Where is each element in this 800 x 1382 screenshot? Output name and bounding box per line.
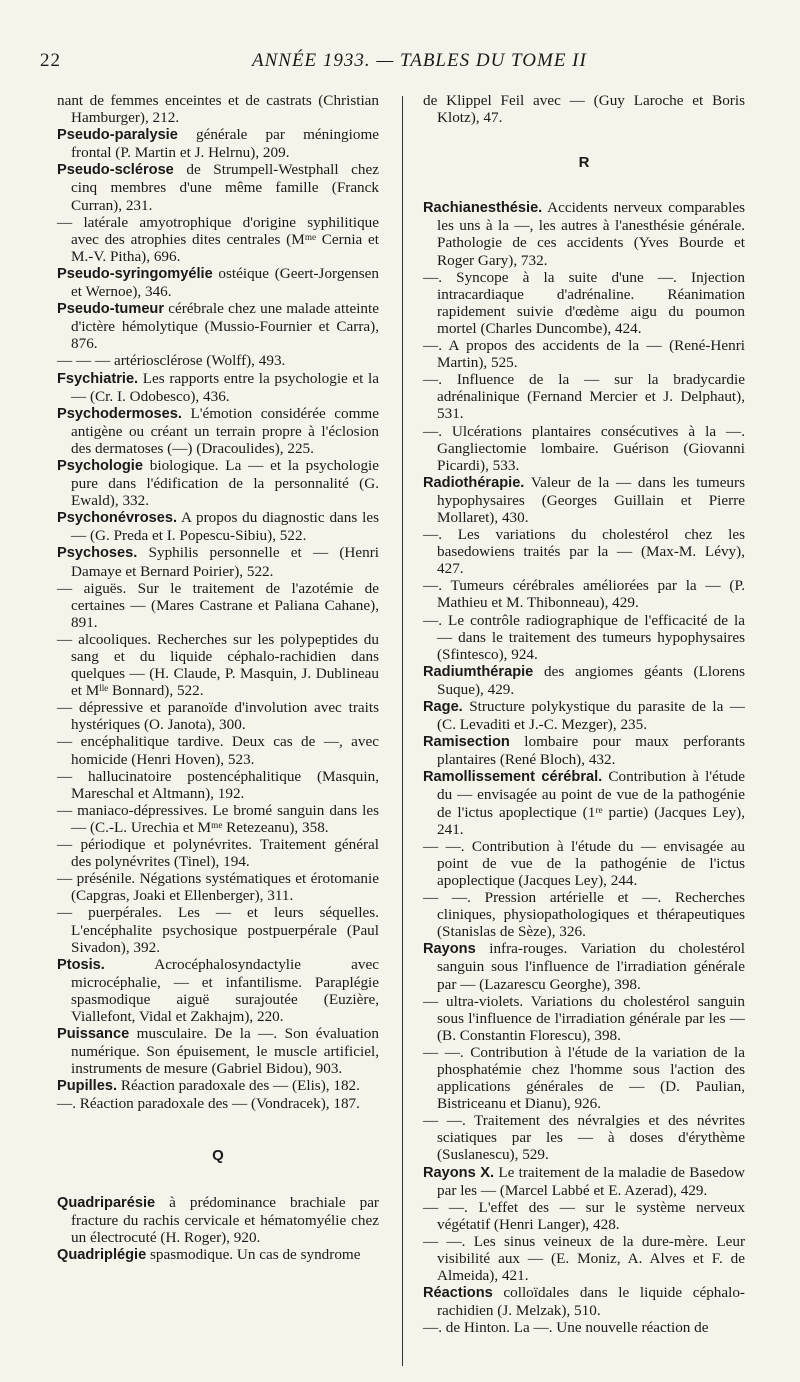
entry-text: — présénile. Négations systématiques et érotomanie (Capgras, Joaki et Ellenberger), 311. bbox=[57, 870, 379, 905]
index-entry bbox=[57, 956, 379, 1025]
section-letter-q: Q bbox=[212, 1146, 224, 1164]
entry-text: —. Réaction paradoxale des — (Vondracek), 187. bbox=[57, 1095, 360, 1113]
entry-text: des angiomes géants (Llorens Suque), 429. bbox=[437, 662, 745, 698]
index-entry bbox=[423, 1164, 745, 1199]
entry-headword: Quadriplégie bbox=[57, 1246, 147, 1263]
index-entry bbox=[423, 940, 745, 992]
section-letter-r: R bbox=[578, 154, 590, 172]
entry-text: —. Tumeurs cérébrales améliorées par la — (P. Mathieu et M. Thibonneau), 429. bbox=[423, 577, 745, 612]
entry-headword: Rachianesthésie. bbox=[423, 200, 543, 217]
index-entry bbox=[423, 1284, 745, 1319]
entry-text: de Strumpell-Westphall chez cinq membres d'une même famille (Franck Curran), 231. bbox=[71, 161, 379, 214]
index-entry bbox=[57, 870, 379, 904]
index-entry bbox=[423, 423, 745, 474]
index-entry bbox=[423, 371, 745, 422]
entry-text: — —. L'effet des — sur le système nerveux végétatif (Henri Langer), 428. bbox=[423, 1198, 745, 1233]
index-entry bbox=[57, 1077, 379, 1095]
entry-text: —. Syncope à la suite d'une —. Injection intracardiaque d'adrénaline. Réanimation rapidement suivie d'œdème aigu du poumon mortel (Charles Duncombe), 424. bbox=[423, 268, 745, 337]
entry-text: —. de Hinton. La —. Une nouvelle réaction de bbox=[423, 1319, 709, 1337]
entry-text: — alcooliques. Recherches sur les polypeptides du sang et du liquide céphalo-rachidien dans quelques — (H. Claude, P. Masquin, J. Dublineau et Mˡˡᵉ Bonnard), 522. bbox=[57, 630, 379, 700]
entry-text: Les rapports entre la psychologie et la — (Cr. I. Odobesco), 436. bbox=[71, 369, 379, 405]
running-title: ANNÉE 1933. — TABLES DU TOME II bbox=[252, 50, 587, 71]
entry-text: — —. Les sinus veineux de la dure-mère. Leur visibilité aux — (E. Moniz, A. Alves et F. de Almeida), 421. bbox=[423, 1232, 745, 1285]
entry-text: — —. Contribution à l'étude du — envisagée au point de vue de la pathogénie de l'ictus apoplectique (Jacques Ley), 244. bbox=[423, 837, 745, 889]
entry-text: Réaction paradoxale des — (Elis), 182. bbox=[117, 1077, 360, 1095]
right-column bbox=[423, 92, 745, 1336]
entry-text: Contribution à l'étude du — envisagée au point de vue de la pathogénie de l'ictus apoplectique (1ʳᵉ partie) (Jacques Ley), 241. bbox=[437, 768, 745, 838]
entry-text: — ultra-violets. Variations du cholestérol sanguin sous l'influence de l'irradiation générale par les — (B. Constantin Florescu), 398. bbox=[423, 992, 745, 1044]
entry-headword: Psychonévroses. bbox=[57, 510, 178, 527]
index-entry bbox=[57, 214, 379, 265]
entry-headword: Psychoses. bbox=[57, 545, 138, 562]
entry-text: — puerpérales. Les — et leurs séquelles. L'encéphalite psychosique postpuerpérale (Paul Sivadon), 392. bbox=[57, 904, 379, 956]
entry-text: Acrocéphalosyndactylie avec microcéphalie, — et infantilisme. Paraplégie spasmodique aiguë surajoutée (Euzière, Viallefont, Vidal et Zakhajm), 220. bbox=[71, 955, 379, 1025]
index-entry bbox=[423, 838, 745, 889]
index-entry bbox=[57, 836, 379, 870]
entry-headword: Radiumthérapie bbox=[423, 663, 534, 680]
index-entry bbox=[423, 1112, 745, 1163]
entry-text: L'émotion considérée comme antigène ou créant un terrain propre à l'éclosion des dermatoses (—) (Dracoulides), 225. bbox=[71, 404, 379, 457]
entry-headword: Rayons X. bbox=[423, 1164, 495, 1181]
index-entry bbox=[57, 352, 379, 369]
entry-text: —. Les variations du cholestérol chez les basedowiens traités par la — (Max-M. Lévy), 427. bbox=[423, 526, 745, 578]
index-entry bbox=[423, 92, 745, 126]
entry-text: —. Ulcérations plantaires consécutives à la —. Gangliectomie lombaire. Guérison (Giovanni Picardi), 533. bbox=[423, 422, 745, 474]
entry-text: biologique. La — et la psychologie pure dans l'édification de la personnalité (G. Ewald), 332. bbox=[71, 456, 379, 510]
entry-text: à prédominance brachiale par fracture du rachis cervicale et hématomyélie chez un électrocuté (H. Roger), 920. bbox=[71, 1193, 379, 1246]
entry-text: musculaire. De la —. Son évaluation numérique. Son épuisement, le muscle artificiel, instruments de mesure (Gabriel Bidou), 903. bbox=[71, 1025, 379, 1078]
column-divider bbox=[402, 96, 403, 1366]
entry-text: ostéique (Geert-Jorgensen et Wernoe), 346. bbox=[71, 264, 379, 301]
entry-text: Le traitement de la maladie de Basedow par les — (Marcel Labbé et E. Azerad), 429. bbox=[437, 1163, 745, 1199]
index-entry bbox=[57, 405, 379, 457]
entry-text: —. A propos des accidents de la — (René-Henri Martin), 525. bbox=[423, 337, 745, 372]
entry-headword: Puissance bbox=[57, 1026, 130, 1043]
page-number: 22 bbox=[40, 50, 61, 71]
entry-headword: Pseudo-paralysie bbox=[57, 127, 178, 144]
index-entry bbox=[423, 1044, 745, 1112]
entry-headword: Pseudo-syringomyélie bbox=[57, 265, 213, 282]
index-entry bbox=[57, 265, 379, 300]
index-entry bbox=[423, 199, 745, 268]
index-entry bbox=[423, 733, 745, 768]
entry-text: Valeur de la — dans les tumeurs hypophysaires (Georges Guillain et Pierre Mollaret), 430. bbox=[437, 473, 745, 526]
entry-headword: Psychologie bbox=[57, 457, 143, 474]
entry-text: lombaire pour maux perforants plantaires (René Bloch), 432. bbox=[437, 733, 745, 769]
index-entry bbox=[57, 1246, 379, 1264]
index-entry bbox=[423, 269, 745, 337]
entry-headword: Fsychiatrie. bbox=[57, 370, 139, 387]
entry-headword: Rayons bbox=[423, 941, 476, 958]
index-entry bbox=[57, 509, 379, 544]
index-entry bbox=[57, 631, 379, 699]
entry-text: — — — artériosclérose (Wolff), 493. bbox=[57, 352, 286, 370]
entry-headword: Psychodermoses. bbox=[57, 405, 182, 422]
entry-text: — aiguës. Sur le traitement de l'azotémie de certaines — (Mares Castrane et Paliana Cahane), 891. bbox=[57, 579, 379, 631]
entry-text: — —. Traitement des névralgies et des névrites sciatiques par les — à doses d'érythème (Suslanescu), 529. bbox=[423, 1112, 745, 1164]
entry-text: — dépressive et paranoïde d'involution avec traits hystériques (O. Janota), 300. bbox=[57, 699, 379, 734]
entry-text: — —. Contribution à l'étude de la variation de la phosphatémie chez l'homme sous l'action des applications générales de — (D. Paulian, Bistriceanu et Dianu), 926. bbox=[423, 1043, 745, 1113]
entry-text: cérébrale chez une malade atteinte d'ictère hémolytique (Mussio-Fournier et Carra), 876. bbox=[71, 300, 379, 353]
index-entry bbox=[57, 126, 379, 161]
entry-text: colloïdales dans le liquide céphalo-rachidien (J. Melzak), 510. bbox=[437, 1284, 745, 1320]
index-entry bbox=[57, 802, 379, 836]
index-entry bbox=[423, 889, 745, 940]
index-entry bbox=[57, 370, 379, 405]
index-entry bbox=[423, 1319, 745, 1336]
index-entry bbox=[57, 161, 379, 213]
entry-text: —. Le contrôle radiographique de l'efficacité de la — dans le traitement des tumeurs hypophysaires (Sfintesco), 924. bbox=[423, 611, 745, 663]
index-entry bbox=[57, 1025, 379, 1077]
entry-headword: Rage. bbox=[423, 699, 463, 715]
index-entry bbox=[57, 733, 379, 767]
entry-headword: Pseudo-sclérose bbox=[57, 162, 174, 179]
entry-text: — périodique et polynévrites. Traitement général des polynévrites (Tinel), 194. bbox=[57, 836, 379, 871]
index-entry bbox=[57, 1194, 379, 1246]
index-entry bbox=[423, 337, 745, 371]
index-entry bbox=[423, 474, 745, 526]
index-entry bbox=[423, 768, 745, 837]
index-entry bbox=[423, 577, 745, 611]
index-entry bbox=[423, 526, 745, 577]
entry-headword: Radiothérapie. bbox=[423, 474, 525, 491]
index-entry bbox=[423, 1199, 745, 1233]
entry-text: — maniaco-dépressives. Le bromé sanguin dans les — (C.-L. Urechia et Mᵐᵉ Retezeanu), 358. bbox=[57, 801, 379, 836]
index-entry bbox=[423, 612, 745, 663]
entry-text: Structure polykystique du parasite de la — (C. Levaditi et J.-C. Mezger), 235. bbox=[437, 698, 745, 734]
entry-text: — encéphalitique tardive. Deux cas de —, avec homicide (Henri Hoven), 523. bbox=[57, 733, 379, 768]
entry-text: A propos du diagnostic dans les — (G. Preda et I. Popescu-Sibiu), 522. bbox=[71, 509, 379, 545]
index-entry bbox=[57, 300, 379, 352]
index-entry bbox=[57, 699, 379, 733]
entry-text: générale par méningiome frontal (P. Martin et J. Helrnu), 209. bbox=[71, 126, 379, 162]
entry-text: — hallucinatoire postencéphalitique (Masquin, Mareschal et Altmann), 192. bbox=[57, 767, 379, 802]
entry-text: Accidents nerveux comparables les uns à la —, les autres à l'anesthésie générale. Pathologie de ces accidents (Yves Bourde et Roger Gary), 732. bbox=[437, 199, 745, 269]
index-entry bbox=[57, 544, 379, 579]
index-entry bbox=[423, 1233, 745, 1284]
entry-text: nant de femmes enceintes et de castrats (Christian Hamburger), 212. bbox=[57, 92, 379, 127]
entry-headword: Pupilles. bbox=[57, 1078, 118, 1095]
entry-headword: Ramisection bbox=[423, 734, 510, 751]
index-entry bbox=[57, 1095, 379, 1112]
entry-text: —. Influence de la — sur la bradycardie adrénalinique (Fernand Mercier et J. Delphaut), 531. bbox=[423, 371, 745, 423]
index-entry bbox=[423, 698, 745, 733]
left-column bbox=[57, 92, 379, 1264]
entry-text: — —. Pression artérielle et —. Recherches cliniques, physiopathologiques et thérapeutiques (Stanislas de Sèze), 326. bbox=[423, 889, 745, 941]
entry-headword: Ptosis. bbox=[57, 956, 105, 973]
entry-text: de Klippel Feil avec — (Guy Laroche et Boris Klotz), 47. bbox=[423, 92, 745, 127]
index-entry bbox=[423, 993, 745, 1044]
entry-headword: Ramollissement cérébral. bbox=[423, 769, 603, 786]
entry-headword: Réactions bbox=[423, 1285, 493, 1302]
index-entry bbox=[423, 663, 745, 698]
entry-text: — latérale amyotrophique d'origine syphilitique avec des atrophies dites centrales (Mᵐᵉ Cernia et M.-V. Pitha), 696. bbox=[57, 213, 379, 265]
entry-text: Syphilis personnelle et — (Henri Damaye et Bernard Poirier), 522. bbox=[71, 544, 379, 580]
entry-headword: Quadriparésie bbox=[57, 1194, 156, 1211]
index-entry bbox=[57, 92, 379, 126]
index-entry bbox=[57, 580, 379, 631]
entry-text: infra-rouges. Variation du cholestérol sanguin sous l'influence de l'irradiation générale par — (Lazarescu Georghe), 398. bbox=[437, 940, 745, 993]
index-entry bbox=[57, 768, 379, 802]
index-entry bbox=[57, 904, 379, 955]
index-entry bbox=[57, 457, 379, 509]
entry-headword: Pseudo-tumeur bbox=[57, 301, 165, 318]
entry-text: spasmodique. Un cas de syndrome bbox=[146, 1245, 361, 1263]
